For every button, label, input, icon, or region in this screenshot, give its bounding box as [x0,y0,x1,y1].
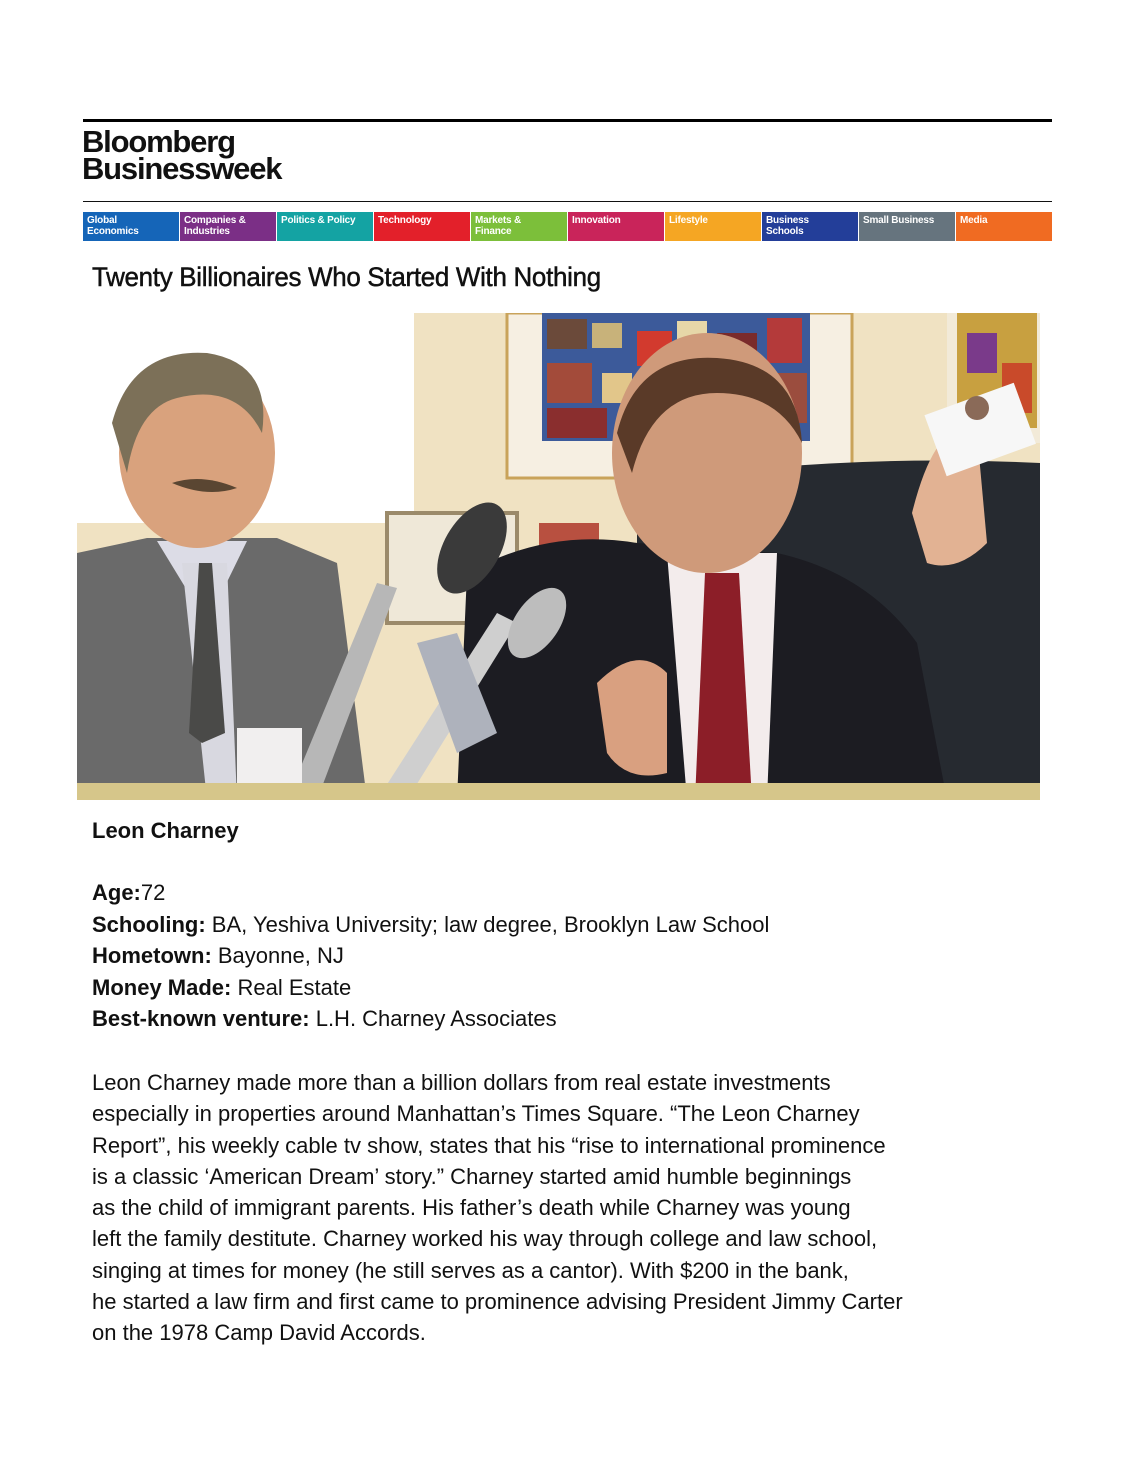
fact-value: L.H. Charney Associates [309,1006,557,1031]
nav-tab-small-business[interactable] [859,212,955,241]
body-line: as the child of immigrant parents. His father’s death while Charney was young [92,1195,851,1221]
nav-tab-label: Lifestyle [669,215,708,226]
nav-tab-label: Schools [766,226,804,237]
body-line: left the family destitute. Charney worked his way through college and law school, [92,1226,878,1252]
fact-value: Real Estate [231,974,352,1000]
logo-line-2: Businessweek [82,151,282,186]
nav-tab-label: Markets & [475,215,521,226]
nav-tab-innovation[interactable] [568,212,664,241]
nav-tab-companies-industries[interactable] [180,212,276,241]
nav-tab-technology[interactable] [374,212,470,241]
fact-value: Bayonne, NJ [211,943,344,968]
bloomberg-businessweek-logo[interactable] [82,124,282,186]
nav-tab-label: Media [960,215,988,226]
nav-tab-label: Technology [378,215,432,226]
fact-value: 72 [140,880,166,905]
nav-tab-media[interactable] [956,212,1052,241]
fact-label: Hometown: [92,943,212,968]
fact-value: BA, Yeshiva University; law degree, Brooklyn Law School [205,911,770,937]
fact-schooling [92,909,769,941]
fact-label: Best-known venture: [92,1006,310,1031]
nav-tab-label: Small Business [863,215,935,226]
nav-tab-label: Global [87,215,117,226]
body-line: singing at times for money (he still serves as a cantor). With $200 in the bank, [92,1257,849,1283]
header-top-rule [83,119,1052,122]
nav-tab-politics-policy[interactable] [277,212,373,241]
article-body [92,1067,1052,1349]
nav-tab-business-schools[interactable] [762,212,858,241]
photo-illustration [77,313,1040,800]
nav-tab-label: Companies & [184,215,246,226]
nav-tab-lifestyle[interactable] [665,212,761,241]
profile-facts [92,877,769,1035]
nav-tab-label: Politics & Policy [281,215,356,226]
nav-tab-label: Innovation [572,215,621,226]
nav-tab-label: Economics [87,226,139,237]
nav-tab-markets-finance[interactable] [471,212,567,241]
body-line: especially in properties around Manhattan’s Times Square. “The Leon Charney [92,1101,860,1127]
fact-hometown [92,940,769,972]
logo-line-1: Bloomberg [82,124,235,159]
nav-tab-label: Finance [475,226,512,237]
body-line: on the 1978 Camp David Accords. [92,1320,426,1346]
fact-money-made [92,972,769,1004]
body-line: Report”, his weekly cable tv show, states that his “rise to international prominence [92,1132,886,1158]
body-line: is a classic ‘American Dream’ story.” Charney started amid humble beginnings [92,1163,852,1189]
fact-label: Schooling: [92,911,206,937]
nav-tab-label: Industries [184,226,230,237]
article-photo [77,313,1040,800]
body-line: Leon Charney made more than a billion dollars from real estate investments [92,1070,831,1095]
fact-best-known-venture [92,1003,769,1035]
fact-label: Age: [92,880,141,905]
profile-name: Leon Charney [92,818,239,843]
nav-tab-label: Business [766,215,809,226]
nav-tab-global-economics[interactable] [83,212,179,241]
section-nav [83,212,1052,241]
article-headline: Twenty Billionaires Who Started With Nothing [92,262,601,292]
fact-label: Money Made: [92,974,232,1000]
fact-age [92,877,769,909]
header-bottom-rule [83,201,1052,202]
body-line: he started a law firm and first came to prominence advising President Jimmy Carter [92,1289,903,1315]
